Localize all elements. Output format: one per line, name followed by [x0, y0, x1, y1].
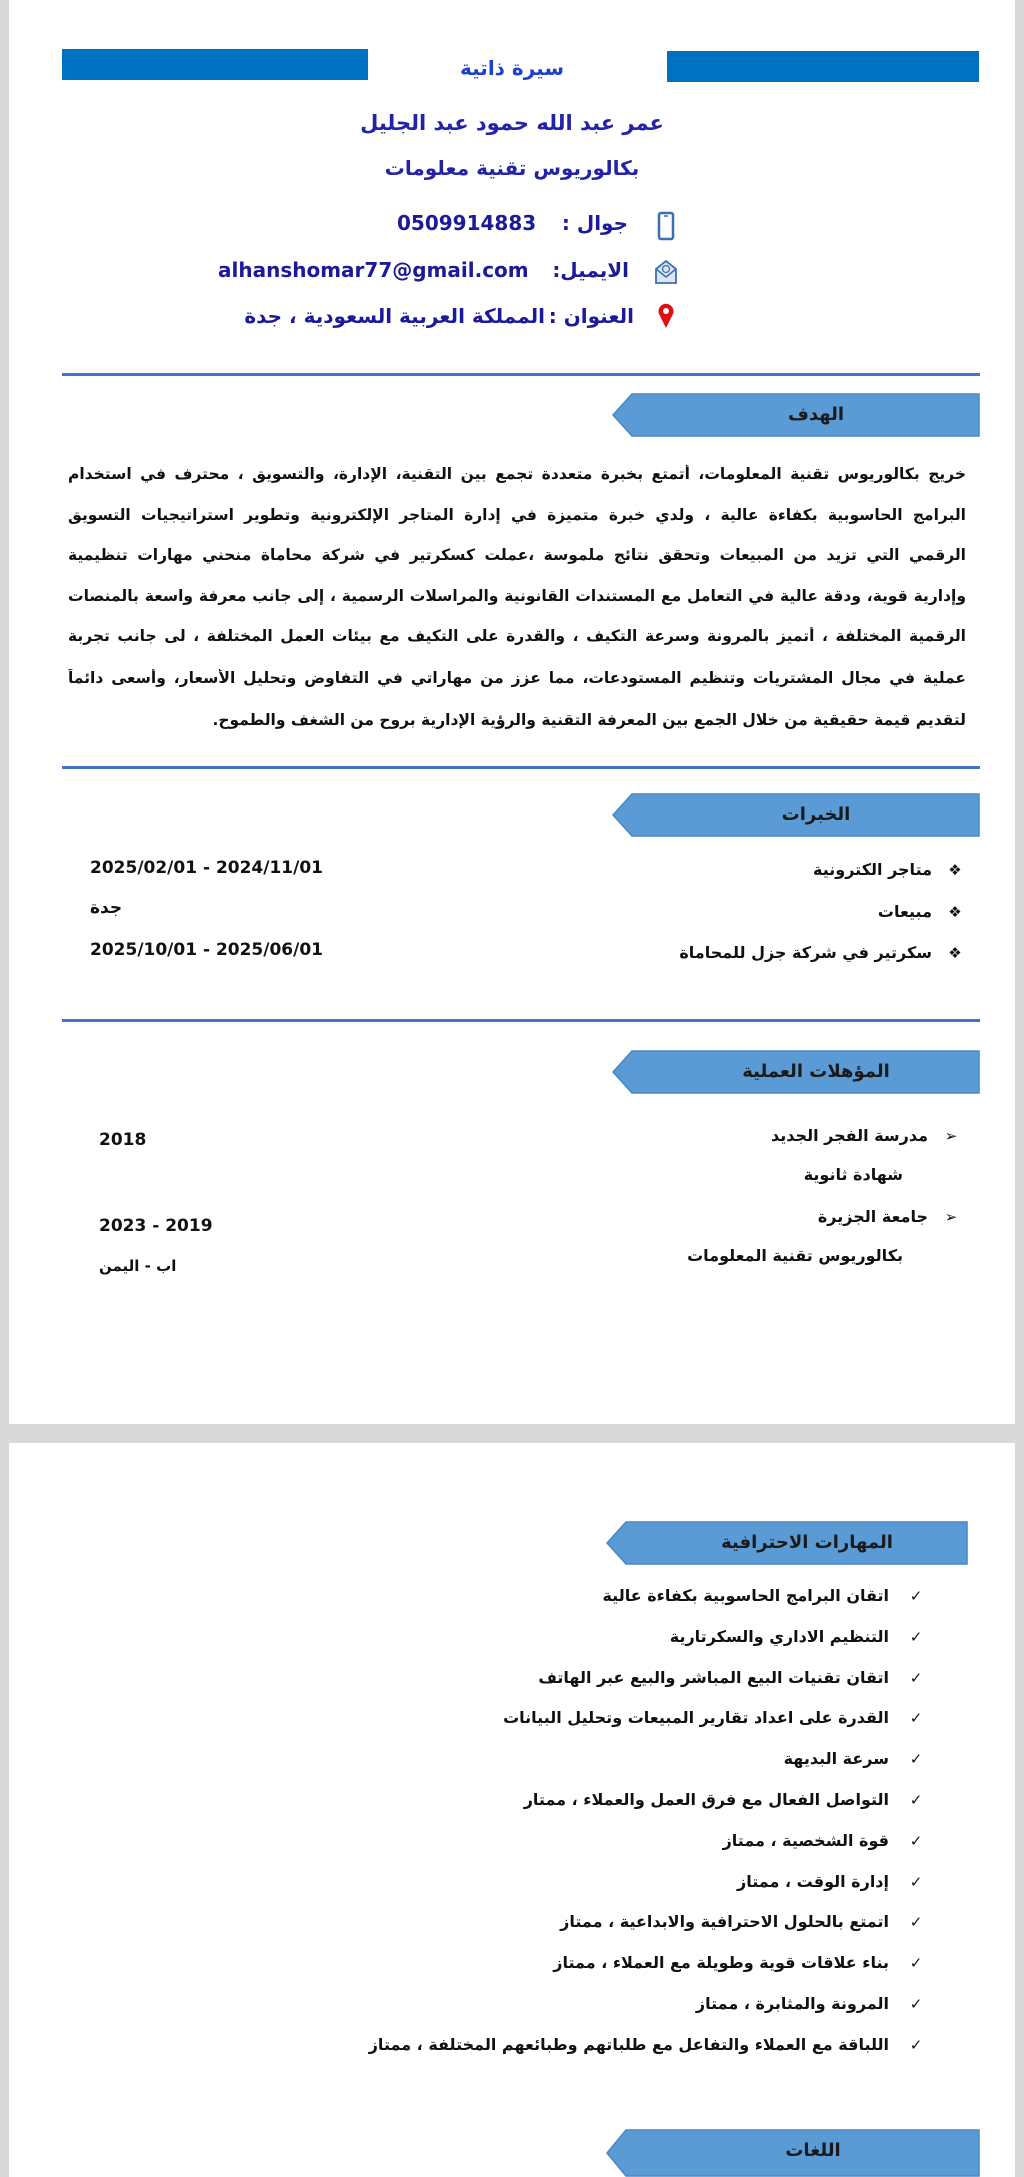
experience-item — [679, 943, 968, 962]
skill-item — [369, 2035, 927, 2054]
skill-item — [538, 1668, 927, 1687]
email-label: الايميل: — [552, 258, 629, 282]
school-name: مدرسة الفجر الجديد — [771, 1126, 928, 1145]
experience-item — [878, 902, 968, 921]
checkmark-icon: ✓ — [909, 1709, 923, 1728]
skill-item — [524, 1790, 927, 1809]
education-degree: شهادة ثانوية — [803, 1165, 903, 1184]
email-address[interactable]: alhanshomar77@gmail.com — [218, 258, 529, 282]
education-years: 2023 - 2019 — [99, 1216, 213, 1236]
checkmark-icon: ✓ — [909, 1954, 923, 1973]
checkmark-icon: ✓ — [909, 1750, 923, 1769]
objective-line: الرقمي التي تزيد من المبيعات وتحقق نتائج ملموسة ،عملت كسكرتير في شركة محاماة منحني مهارات تنظيمية — [68, 546, 966, 564]
skill-text: القدرة على اعداد تقارير المبيعات وتحليل البيانات — [503, 1708, 889, 1728]
skill-text: اتقان البرامج الحاسوبية بكفاءة عالية — [602, 1586, 889, 1605]
diamond-bullet-icon: ❖ — [948, 861, 962, 879]
section-divider — [62, 766, 980, 769]
education-degree: بكالوريوس تقنية المعلومات — [687, 1246, 903, 1265]
experience-location: جدة — [90, 898, 123, 918]
experience-title: متاجر الكترونية — [813, 860, 932, 879]
diamond-bullet-icon: ❖ — [948, 903, 962, 921]
skill-item — [670, 1627, 927, 1646]
objective-line: الرقمية المختلفة ، أتميز بالمرونة وسرعة التكيف ، والقدرة على التكيف مع بيئات العمل المختلفة ، لى جانب تجربة — [68, 627, 966, 645]
skill-item — [553, 1953, 927, 1972]
section-divider — [62, 1019, 980, 1022]
checkmark-icon: ✓ — [909, 2035, 923, 2054]
experience-date: 2025/10/01 - 2025/06/01 — [90, 940, 323, 960]
checkmark-icon: ✓ — [909, 1587, 923, 1605]
skill-text: التواصل الفعال مع فرق العمل والعملاء ، ممتار — [523, 1790, 889, 1809]
objective-line: البرامج الحاسوبية بكفاءة عالية ، ولدي خبرة متميزة في إدارة المتاجر الإلكترونية وتطوير استراتيجيات التسويق — [68, 506, 966, 524]
objective-line: وإدارية قوية، ودقة عالية في التعامل مع المستندات القانونية والمراسلات الرسمية ، إلى جانب معرفة واسعة بالمنصات — [68, 587, 966, 605]
phone-number[interactable]: 0509914883 — [397, 211, 537, 235]
skill-item — [696, 1994, 927, 2013]
skill-text: التنظيم الاداري والسكرتارية — [669, 1626, 889, 1646]
arrow-bullet-icon: ➢ — [944, 1127, 958, 1145]
email-envelope-icon — [653, 258, 679, 286]
section-divider — [62, 373, 980, 376]
candidate-degree: بكالوريوس تقنية معلومات — [384, 156, 640, 180]
objective-banner — [612, 393, 980, 437]
education-item — [818, 1207, 964, 1226]
candidate-name: عمر عبد الله حمود عبد الجليل — [360, 111, 664, 135]
diamond-bullet-icon: ❖ — [948, 944, 962, 962]
mobile-phone-icon — [656, 211, 676, 241]
checkmark-icon: ✓ — [909, 1913, 923, 1932]
skill-text: سرعة البديهة — [783, 1749, 889, 1769]
checkmark-icon: ✓ — [909, 1627, 923, 1646]
address-value: المملكة العربية السعودية ، جدة — [244, 304, 545, 328]
checkmark-icon: ✓ — [909, 1831, 923, 1850]
checkmark-icon: ✓ — [909, 1872, 923, 1891]
skill-item — [723, 1831, 927, 1850]
experience-banner — [612, 793, 980, 837]
school-name: جامعة الجزيرة — [817, 1207, 928, 1226]
education-banner — [612, 1050, 980, 1094]
experience-title: مبيعات — [877, 902, 932, 921]
phone-label: جوال : — [561, 211, 628, 235]
experience-item — [813, 860, 968, 879]
cv-title: سيرة ذاتية — [460, 56, 564, 80]
skill-item — [784, 1749, 927, 1768]
education-years: 2018 — [99, 1130, 147, 1150]
objective-line: لتقديم قيمة حقيقية من خلال الجمع بين المعرفة التقنية والرؤية الإدارية بروح من الشغف والطموح. — [212, 711, 966, 729]
address-label: العنوان : — [548, 304, 634, 328]
skill-text: قوة الشخصية ، ممتاز — [722, 1830, 889, 1850]
experience-heading: الخبرات — [781, 804, 851, 825]
skill-text: اتمتع بالحلول الاحترافية والابداعية ، ممتاز — [560, 1912, 889, 1932]
experience-date: 2025/02/01 - 2024/11/01 — [90, 858, 323, 878]
objective-line: عملية في مجال المشتريات وتنظيم المستودعات، مما عزز من مهاراتي في التفاوض وتحليل الأسعار، وأسعى دائماً — [68, 669, 966, 687]
skill-item — [560, 1912, 927, 1931]
checkmark-icon: ✓ — [909, 1791, 923, 1809]
skill-text: اللباقة مع العملاء والتفاعل مع طلباتهم وطبائعهم المختلفة ، ممتاز — [368, 2034, 889, 2054]
education-place: اب - اليمن — [99, 1257, 177, 1275]
arrow-bullet-icon: ➢ — [944, 1208, 958, 1226]
skill-item — [503, 1708, 927, 1727]
skills-heading: المهارات الاحترافية — [721, 1532, 893, 1553]
checkmark-icon: ✓ — [909, 1995, 923, 2013]
objective-line: خريج بكالوريوس تقنية المعلومات، أتمتع بخبرة متعددة تجمع بين التقنية، الإدارة، والتسويق ، محترف في استخدام — [68, 465, 966, 483]
skill-text: المرونة والمثابرة ، ممتاز — [695, 1994, 889, 2013]
skill-text: بناء علاقات قوية وطويلة مع العملاء ، ممتاز — [553, 1953, 889, 1973]
experience-title: سكرتير في شركة جزل للمحاماة — [679, 943, 932, 962]
skill-item — [737, 1872, 927, 1891]
skill-text: إدارة الوقت ، ممتاز — [737, 1871, 889, 1891]
languages-heading: اللغات — [785, 2140, 841, 2161]
education-item — [771, 1126, 964, 1145]
checkmark-icon: ✓ — [909, 1668, 923, 1687]
skill-item — [602, 1586, 927, 1605]
skills-banner — [606, 1521, 968, 1565]
objective-heading: الهدف — [787, 404, 845, 425]
location-pin-icon — [657, 302, 675, 330]
languages-banner — [606, 2129, 980, 2173]
education-heading: المؤهلات العملية — [742, 1061, 890, 1082]
skill-text: اتقان تقنيات البيع المباشر والبيع عبر الهاتف — [538, 1667, 889, 1687]
